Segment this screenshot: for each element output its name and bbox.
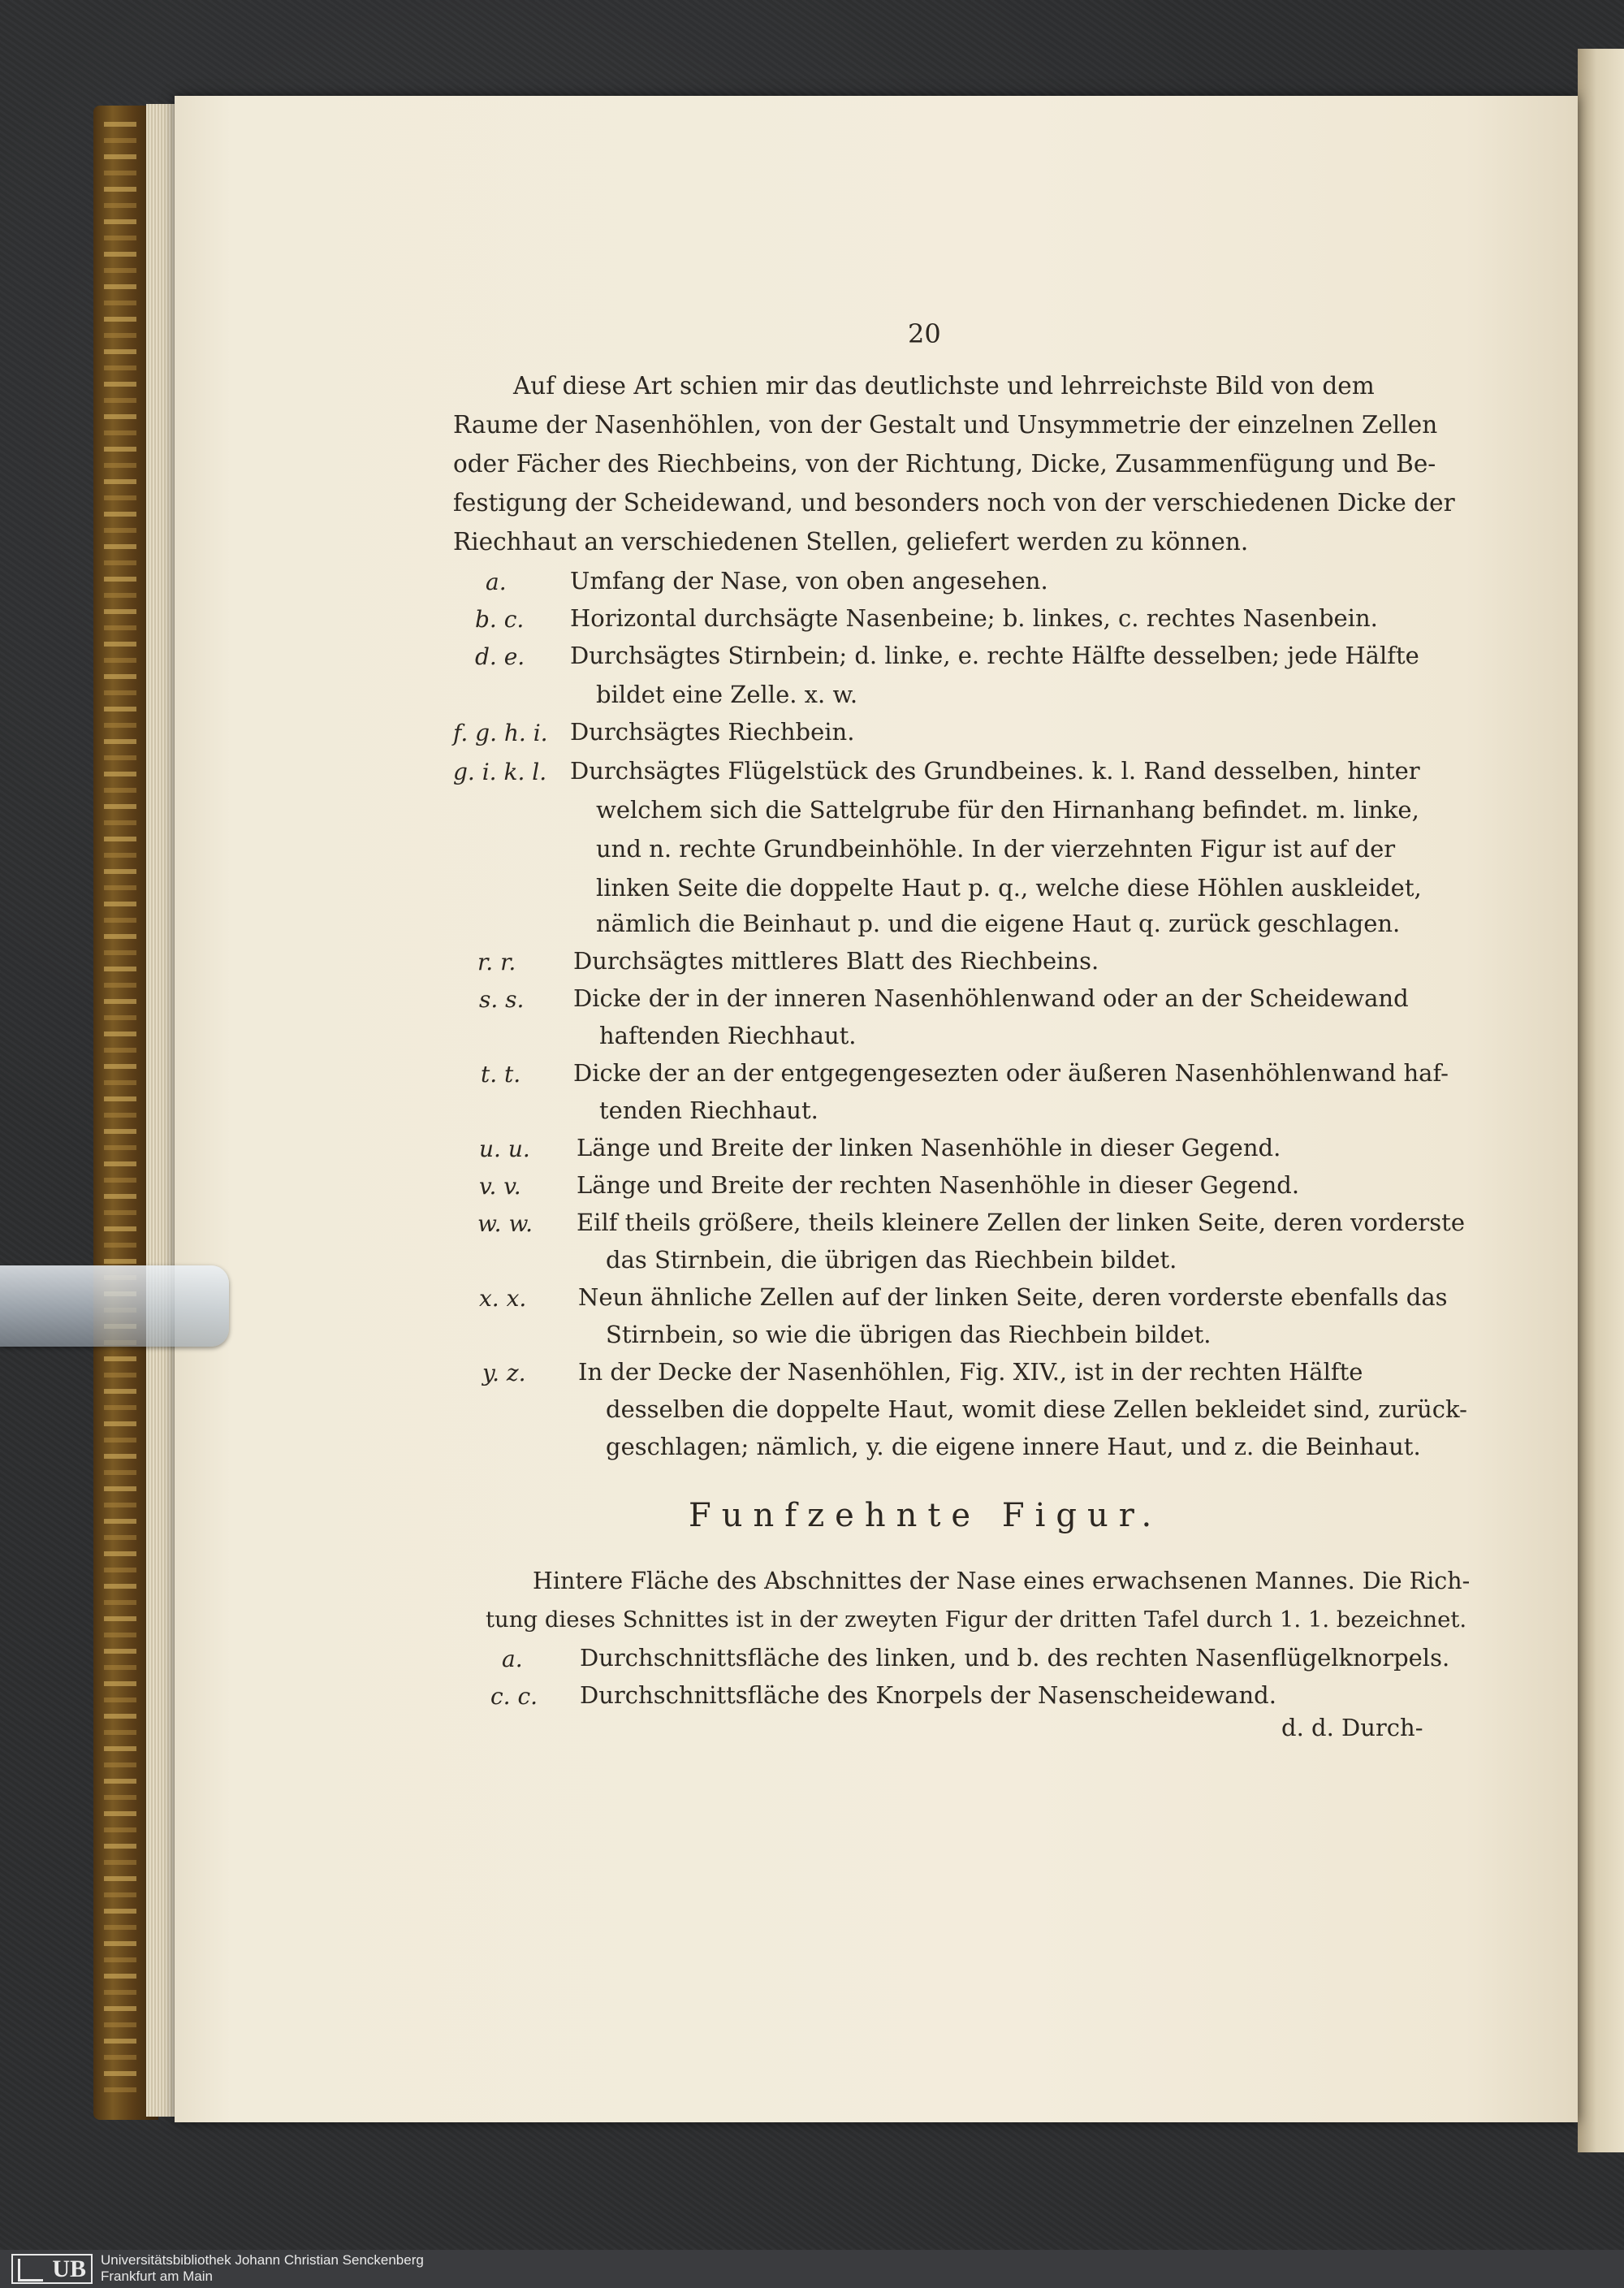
entry-text: desselben die doppelte Haut, womit diese Zellen bekleidet sind, zurück- xyxy=(606,1395,1467,1423)
entry-text: Durchsägtes Stirnbein; d. linke, e. rechte Hälfte desselben; jede Hälfte xyxy=(570,642,1419,669)
entry-label: x. x. xyxy=(479,1285,527,1312)
intro-line: Auf diese Art schien mir das deutlichste und lehrreichste Bild von dem xyxy=(513,372,1375,400)
entry-label: g. i. k. l. xyxy=(453,759,547,785)
catchword: d. d. Durch- xyxy=(1281,1714,1423,1741)
entry-text: Länge und Breite der rechten Nasenhöhle in dieser Gegend. xyxy=(577,1171,1300,1199)
entry-label: s. s. xyxy=(479,986,525,1013)
entry-text: nämlich die Beinhaut p. und die eigene Haut q. zurück geschlagen. xyxy=(596,910,1401,937)
entry-text: tenden Riechhaut. xyxy=(599,1096,818,1124)
section-entry-text: Durchschnittsfläche des Knorpels der Nasenscheidewand. xyxy=(580,1681,1276,1709)
intro-line: oder Fächer des Riechbeins, von der Richtung, Dicke, Zusammenfügung und Be- xyxy=(453,450,1436,478)
entry-text: Stirnbein, so wie die übrigen das Riechbein bildet. xyxy=(606,1321,1212,1348)
entry-text: Länge und Breite der linken Nasenhöhle in dieser Gegend. xyxy=(577,1134,1281,1161)
entry-label: t. t. xyxy=(481,1061,521,1088)
page-holder-clip xyxy=(0,1265,229,1347)
section-entry-text: Durchschnittsfläche des linken, und b. des rechten Nasenflügelknorpels. xyxy=(580,1644,1450,1672)
entry-text: Durchsägtes Flügelstück des Grundbeines. k. l. Rand desselben, hinter xyxy=(570,757,1420,785)
entry-text: geschlagen; nämlich, y. die eigene innere Haut, und z. die Beinhaut. xyxy=(606,1433,1421,1460)
entry-text: Horizontal durchsägte Nasenbeine; b. linkes, c. rechtes Nasenbein. xyxy=(570,604,1378,632)
page-stack-edge xyxy=(146,104,179,2117)
entry-label: v. v. xyxy=(479,1173,521,1200)
section-entry-label: a. xyxy=(502,1646,523,1672)
entry-text: In der Decke der Nasenhöhlen, Fig. XIV., ist in der rechten Hälfte xyxy=(578,1358,1363,1386)
entry-text: Dicke der an der entgegengesezten oder äußeren Nasenhöhlenwand haf- xyxy=(573,1059,1449,1087)
entry-text: welchem sich die Sattelgrube für den Hirnanhang befindet. m. linke, xyxy=(596,796,1419,824)
section-line: Hintere Fläche des Abschnittes der Nase eines erwachsenen Mannes. Die Rich- xyxy=(533,1568,1471,1594)
library-logo xyxy=(11,2254,93,2284)
footer-bar xyxy=(0,2250,1624,2288)
library-location: Frankfurt am Main xyxy=(101,2269,213,2284)
entry-text: Neun ähnliche Zellen auf der linken Seite, deren vorderste ebenfalls das xyxy=(578,1283,1448,1311)
entry-label: a. xyxy=(486,569,507,595)
library-name: Universitätsbibliothek Johann Christian Senckenberg xyxy=(101,2252,424,2268)
section-line: tung dieses Schnittes ist in der zweyten Figur der dritten Tafel durch 1. 1. bezeichnet. xyxy=(486,1607,1467,1633)
entry-text: linken Seite die doppelte Haut p. q., welche diese Höhlen auskleidet, xyxy=(596,874,1422,902)
intro-line: festigung der Scheidewand, und besonders noch von der verschiedenen Dicke der xyxy=(453,489,1455,517)
page-number: 20 xyxy=(908,318,941,349)
entry-label: y. z. xyxy=(482,1360,526,1386)
entry-text: das Stirnbein, die übrigen das Riechbein bildet. xyxy=(606,1246,1177,1274)
entry-label: w. w. xyxy=(477,1210,533,1237)
entry-label: b. c. xyxy=(475,606,525,633)
intro-line: Raume der Nasenhöhlen, von der Gestalt und Unsymmetrie der einzelnen Zellen xyxy=(453,411,1438,439)
section-heading: Funfzehnte Figur. xyxy=(689,1497,1163,1534)
next-page-edge xyxy=(1578,49,1624,2152)
entry-label: u. u. xyxy=(479,1135,530,1162)
entry-text: Eilf theils größere, theils kleinere Zellen der linken Seite, deren vorderste xyxy=(577,1209,1465,1236)
entry-text: Umfang der Nase, von oben angesehen. xyxy=(570,567,1048,595)
library-logo-mark xyxy=(18,2259,43,2282)
entry-text: haftenden Riechhaut. xyxy=(599,1022,857,1049)
entry-label: r. r. xyxy=(477,949,516,975)
library-logo-text: UB xyxy=(52,2256,86,2282)
entry-text: Durchsägtes mittleres Blatt des Riechbeins. xyxy=(573,947,1099,975)
entry-text: bildet eine Zelle. x. w. xyxy=(596,681,858,708)
entry-label: f. g. h. i. xyxy=(453,720,548,746)
section-entry-label: c. c. xyxy=(490,1683,538,1710)
book-page xyxy=(175,96,1578,2122)
entry-text: Durchsägtes Riechbein. xyxy=(570,718,855,746)
intro-line: Riechhaut an verschiedenen Stellen, geliefert werden zu können. xyxy=(453,528,1249,556)
entry-label: d. e. xyxy=(475,643,525,670)
entry-text: Dicke der in der inneren Nasenhöhlenwand oder an der Scheidewand xyxy=(573,984,1409,1012)
entry-text: und n. rechte Grundbeinhöhle. In der vierzehnten Figur ist auf der xyxy=(596,835,1396,863)
spine-ornament xyxy=(104,122,136,2104)
